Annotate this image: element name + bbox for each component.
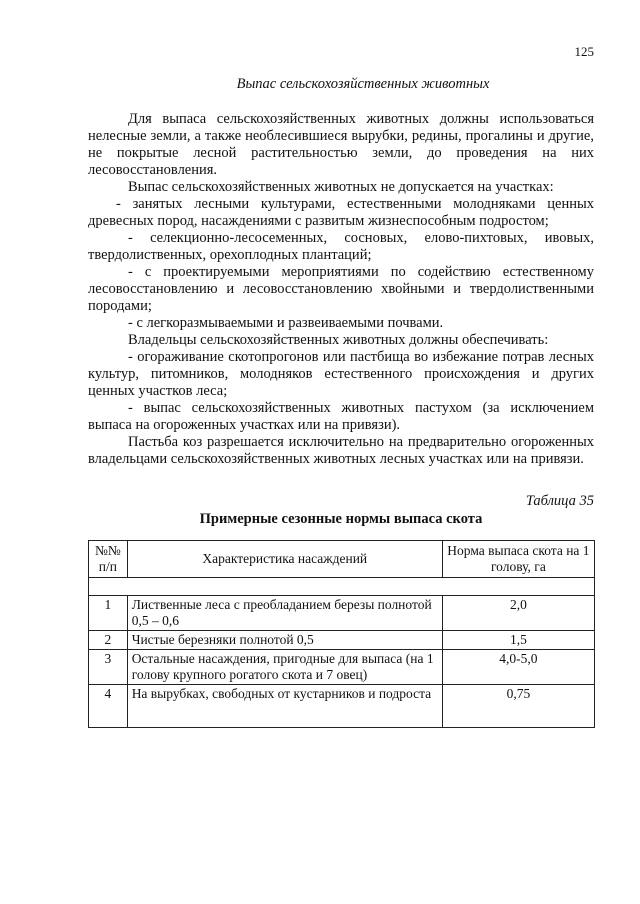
- table-row: [89, 650, 595, 685]
- list-item: - с легкоразмываемыми и развеиваемыми почвами.: [128, 315, 444, 331]
- list-item: - с проектируемыми мероприятиями по содействию естественному лесовосстановлению и лесовосстановлению хвойными и твердолиственными породами;: [88, 264, 594, 314]
- cell-norm: 1,5: [442, 631, 594, 650]
- table-label: Таблица 35: [525, 493, 594, 509]
- spacer-cell: [89, 578, 595, 596]
- table-spacer-row: [89, 578, 595, 596]
- cell-desc: На вырубках, свободных от кустарников и подроста: [127, 685, 442, 728]
- table-row: [89, 685, 595, 728]
- paragraph: Выпас сельскохозяйственных животных не допускается на участках:: [128, 179, 554, 195]
- paragraph: Владельцы сельскохозяйственных животных должны обеспечивать:: [128, 332, 549, 348]
- cell-norm: 4,0-5,0: [442, 650, 594, 685]
- header-desc: Характеристика насаждений: [127, 541, 442, 578]
- list-item: - огораживание скотопрогонов или пастбища во избежание потрав лесных культур, питомников, молодняков естественного происхождения и других ценных участков леса;: [88, 349, 594, 399]
- table-title: Примерные сезонные нормы выпаса скота: [199, 511, 483, 527]
- cell-desc: Остальные насаждения, пригодные для выпаса (на 1 голову крупного рогатого скота и 7 овец): [127, 650, 442, 685]
- page-number: 125: [574, 44, 594, 59]
- cell-desc: Чистые березняки полнотой 0,5: [127, 631, 442, 650]
- cell-num: 2: [89, 631, 128, 650]
- cell-num: 3: [89, 650, 128, 685]
- cell-norm: 2,0: [442, 596, 594, 631]
- table-row: [89, 596, 595, 631]
- grazing-norms-table: [88, 540, 595, 728]
- table-row: [89, 631, 595, 650]
- paragraph: Пастьба коз разрешается исключительно на предварительно огороженных владельцами сельскохозяйственных животных лесных участках или на привязи.: [88, 434, 594, 467]
- list-item: - выпас сельскохозяйственных животных пастухом (за исключением выпаса на огороженных участках или на привязи).: [88, 400, 594, 433]
- header-num: №№ п/п: [89, 541, 128, 578]
- cell-num: 1: [89, 596, 128, 631]
- paragraph: Для выпаса сельскохозяйственных животных должны использоваться нелесные земли, а также необлесившиеся вырубки, редины, прогалины и другие, не покрытые лесной растительностью земли, до проведения на них лесовосстановления.: [88, 111, 594, 178]
- body-text: [88, 111, 594, 468]
- cell-desc: Лиственные леса с преобладанием березы полнотой 0,5 – 0,6: [127, 596, 442, 631]
- section-title: Выпас сельскохозяйственных животных: [236, 76, 490, 92]
- list-item: - селекционно-лесосеменных, сосновых, елово-пихтовых, ивовых, твердолиственных, орехоплодных плантаций;: [88, 230, 594, 263]
- cell-norm: 0,75: [442, 685, 594, 728]
- header-norm: Норма выпаса скота на 1 голову, га: [442, 541, 594, 578]
- list-item: - занятых лесными культурами, естественными молодняками ценных древесных пород, насаждениями с развитым жизнеспособным подростом;: [88, 196, 594, 229]
- cell-num: 4: [89, 685, 128, 728]
- table-header-row: [89, 541, 595, 578]
